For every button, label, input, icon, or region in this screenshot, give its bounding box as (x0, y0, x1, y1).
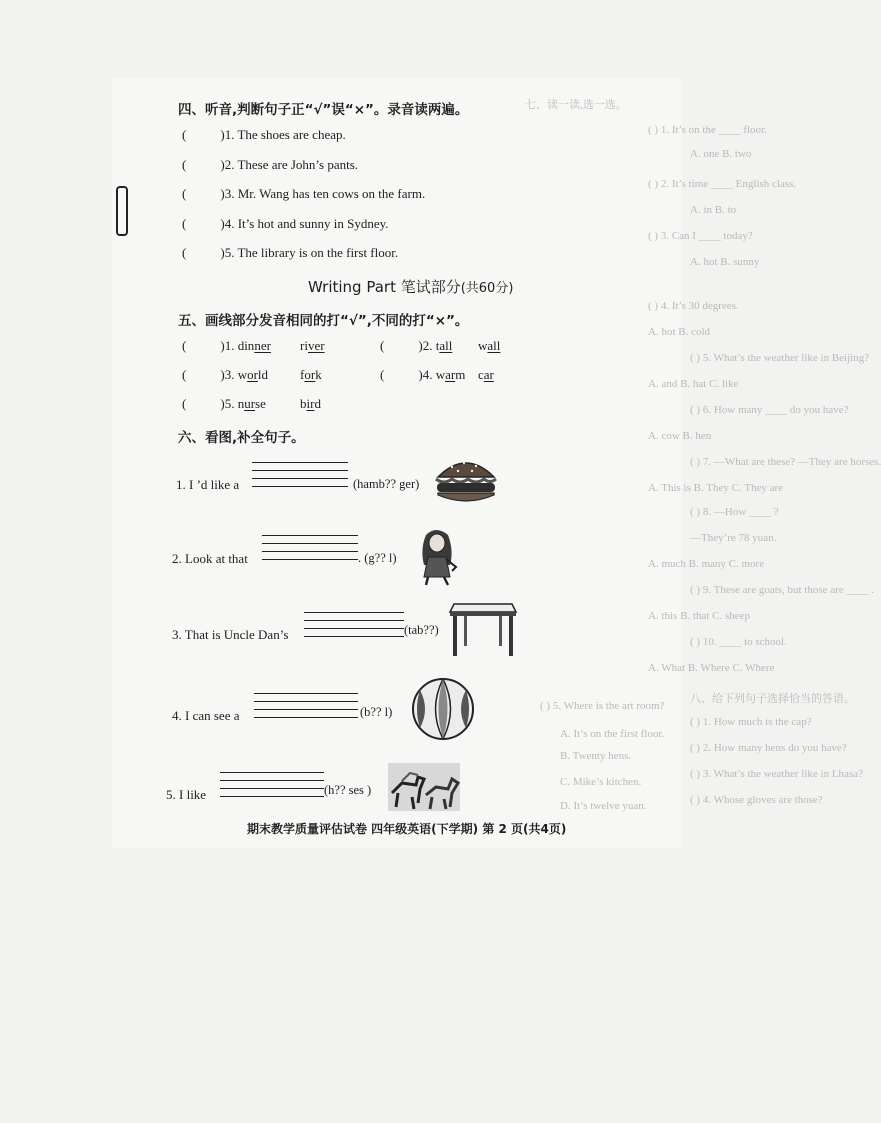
answer-lines[interactable] (262, 535, 358, 567)
sentence-text: 2. Look at that (172, 551, 248, 566)
horses-icon (388, 763, 460, 811)
bleed-line: A. much B. many C. more (648, 558, 765, 570)
word-hint: (tab??) (404, 623, 439, 637)
bleed-line: 七、读一读,选一选。 (525, 99, 627, 111)
word-a: world (237, 367, 269, 382)
listen-item: ( )1. The shoes are cheap. (182, 127, 346, 142)
item-number: 3. (224, 186, 235, 201)
listen-item: ( )4. It’s hot and sunny in Sydney. (182, 216, 389, 231)
bleed-line: A. and B. hat C. like (648, 378, 739, 390)
writing-part-title (308, 276, 513, 297)
item-number: 3. (224, 367, 235, 382)
bleed-line: ( ) 3. What’s the weather like in Lhasa? (690, 768, 863, 780)
bleed-line: C. Mike’s kitchen. (560, 776, 642, 788)
ball-icon (410, 676, 476, 742)
answer-lines[interactable] (252, 462, 348, 494)
sentence-text: 4. I can see a (172, 708, 240, 723)
word-a: tall (435, 338, 453, 353)
answer-lines[interactable] (220, 772, 324, 804)
bleed-line: ( ) 3. Can I ____ today? (648, 230, 753, 242)
bleed-line: A. this B. that C. sheep (648, 610, 751, 622)
bleed-line: ( ) 9. These are goats, but those are ____ . (690, 584, 874, 596)
bleed-line: ( ) 8. —How ____ ? (690, 506, 779, 518)
bleed-line: ( ) 6. How many ____ do you have? (690, 404, 849, 416)
bleed-line: ( ) 1. It’s on the ____ floor. (648, 124, 767, 136)
bleed-line: ( ) 2. How many hens do you have? (690, 742, 847, 754)
item-number: 4. (422, 367, 433, 382)
item-number: 1. (224, 338, 235, 353)
bleed-line: ( ) 4. Whose gloves are those? (690, 794, 823, 806)
phonics-item: ( )1. dinner (182, 338, 271, 353)
bleed-line: A. It’s on the first floor. (560, 728, 665, 740)
listen-item: ( )3. Mr. Wang has ten cows on the farm. (182, 186, 426, 201)
bleed-line: ( ) 4. It’s 30 degrees. (648, 300, 739, 312)
hamburger-icon (434, 455, 498, 505)
phonics-item: ( )4. warm (380, 367, 466, 382)
writing-part-label: Writing Part 笔试部分 (308, 278, 461, 296)
section6-heading: 六、看图,补全句子。 (178, 430, 305, 446)
bleed-line: A. one B. two (690, 148, 752, 160)
phonics-item: ( )3. world (182, 367, 269, 382)
bleed-line: ( ) 2. It’s time ____ English class. (648, 178, 797, 190)
phonics-item: ( )5. nurse (182, 396, 266, 411)
word-hint: . (g?? l) (358, 551, 397, 565)
item-text: The library is on the first floor. (237, 245, 399, 260)
word-b: river (300, 338, 325, 353)
sentence-text: 5. I like (166, 787, 207, 802)
word-hint: (b?? l) (360, 705, 393, 719)
item-text: Mr. Wang has ten cows on the farm. (237, 186, 426, 201)
page-footer: 期末教学质量评估试卷 四年级英语(下学期) 第 2 页(共4页) (247, 822, 567, 836)
bleed-line: ( ) 10. ____ to school. (690, 636, 787, 648)
sentence-text: 3. That is Uncle Dan’s (172, 627, 289, 642)
phonics-item: ( )2. tall (380, 338, 453, 353)
word-hint: (hamb?? ger) (353, 477, 420, 491)
word-a: dinner (237, 338, 271, 353)
bleed-line: A. cow B. hen (648, 430, 712, 442)
sentence-text: 1. I ’d like a (176, 477, 240, 492)
item-number: 1. (224, 127, 235, 142)
bleed-line: —They’re 78 yuan. (690, 532, 777, 544)
bleed-line: B. Twenty hens. (560, 750, 632, 762)
table-icon (448, 598, 518, 658)
bleed-line: A. What B. Where C. Where (648, 662, 775, 674)
word-a: nurse (237, 396, 266, 411)
item-number: 5. (224, 396, 235, 411)
word-a: warm (435, 367, 466, 382)
answer-lines[interactable] (254, 693, 358, 725)
bleed-line: ( ) 5. Where is the art room? (540, 700, 665, 712)
bleed-line: D. It’s twelve yuan. (560, 800, 647, 812)
bleed-line: ( ) 7. —What are these? —They are horses. (690, 456, 881, 468)
bleed-line: ( ) 1. How much is the cap? (690, 716, 812, 728)
word-b: bird (300, 396, 321, 411)
bleed-line: 八、给下列句子选择恰当的答语。 (690, 693, 855, 705)
girl-icon (414, 527, 462, 587)
bleed-line: A. This is B. They C. They are (648, 482, 784, 494)
word-b: wall (478, 338, 501, 353)
writing-part-score: (共60分) (460, 281, 514, 296)
section5-heading: 五、画线部分发音相同的打“√”,不同的打“×”。 (178, 313, 469, 329)
listen-item: ( )2. These are John’s pants. (182, 157, 359, 172)
bleed-line: ( ) 5. What’s the weather like in Beijing? (690, 352, 870, 364)
word-hint: (h?? ses ) (324, 783, 372, 797)
section4-heading: 四、听音,判断句子正“√”误“×”。录音读两遍。 (178, 102, 469, 118)
bleed-line: A. hot B. sunny (690, 256, 760, 268)
word-b: car (478, 367, 494, 382)
binding-mark (116, 186, 128, 236)
bleed-line: A. hot B. cold (648, 326, 711, 338)
item-number: 2. (224, 157, 235, 172)
word-b: fork (300, 367, 322, 382)
item-number: 2. (422, 338, 433, 353)
item-text: The shoes are cheap. (237, 127, 346, 142)
item-text: These are John’s pants. (237, 157, 359, 172)
bleed-line: A. in B. to (690, 204, 737, 216)
item-text: It’s hot and sunny in Sydney. (237, 216, 389, 231)
item-number: 4. (224, 216, 235, 231)
listen-item: ( )5. The library is on the first floor. (182, 245, 399, 260)
answer-lines[interactable] (304, 612, 404, 644)
item-number: 5. (224, 245, 235, 260)
